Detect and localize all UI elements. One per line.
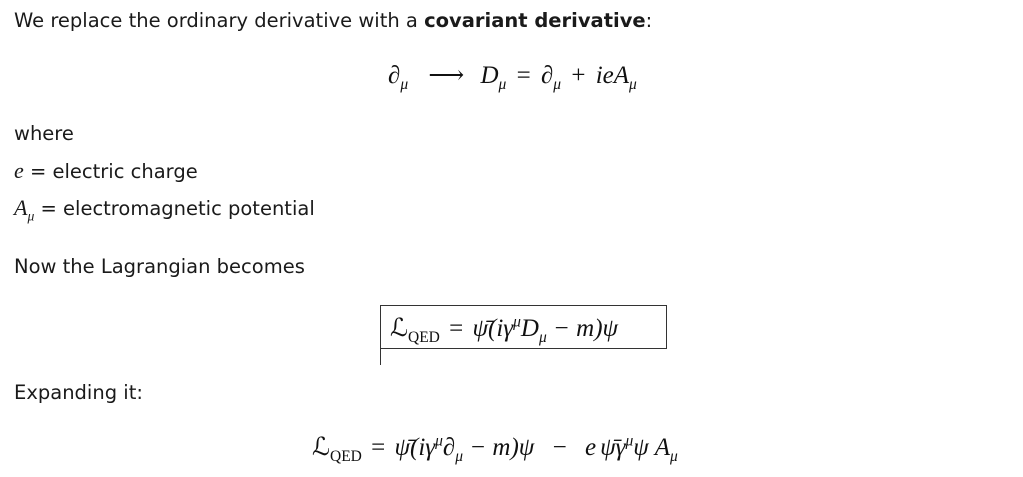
def-potential-text: = electromagnetic potential xyxy=(34,197,315,220)
eq1-partial-rhs: ∂ xyxy=(540,62,554,89)
eq3-body2: − m)ψ xyxy=(463,434,535,461)
eq1-partial-lhs-sub: μ xyxy=(400,76,409,93)
eq3-e: e xyxy=(584,434,597,461)
eq3-partial: ∂ xyxy=(442,434,456,461)
eq3-gamma-sup: μ xyxy=(435,432,443,450)
eq3-partial-sub: μ xyxy=(455,448,464,465)
equation-expanded-lagrangian xyxy=(312,432,678,465)
eq3-L-sub: QED xyxy=(330,448,362,465)
def-charge-symbol: e xyxy=(14,158,24,183)
eq1-A-sub: μ xyxy=(629,76,637,93)
def-potential-letter: A xyxy=(14,195,28,220)
eq3-psibar: ψ̄ xyxy=(394,434,411,461)
eq2-gamma-sup: μ xyxy=(513,313,521,331)
eq3-minus: − xyxy=(552,434,567,461)
equation-lagrangian xyxy=(390,313,619,346)
eq3-psibar2: ψ̄ xyxy=(600,434,616,461)
eq1-ieA: ieA xyxy=(595,62,630,89)
eq3-A: A xyxy=(654,434,671,461)
eq2-L: ℒ xyxy=(390,315,409,342)
def-charge-text: = electric charge xyxy=(23,160,198,183)
box-corner-tick xyxy=(380,349,381,365)
eq2-D: D xyxy=(520,315,539,342)
boxed-lagrangian xyxy=(380,305,667,349)
eq2-equals: = xyxy=(449,315,464,342)
eq1-arrow: ⟶ xyxy=(428,62,465,89)
eq1-equals: = xyxy=(516,62,531,89)
eq2-psibar: ψ̄ xyxy=(472,315,489,342)
eq2-body2: − m)ψ xyxy=(546,315,619,342)
eq2-D-sub: μ xyxy=(538,329,547,346)
eq3-body1: (iγ xyxy=(410,434,436,461)
eq1-D: D xyxy=(480,62,499,89)
intro-bold-term: covariant derivative xyxy=(424,9,646,32)
definition-charge xyxy=(14,160,198,182)
eq3-gamma2: γ xyxy=(615,434,626,461)
eq2-L-sub: QED xyxy=(408,329,440,346)
eq3-psi: ψ xyxy=(633,434,649,461)
eq1-partial-rhs-sub: μ xyxy=(553,76,562,93)
eq1-partial-lhs: ∂ xyxy=(388,62,401,89)
eq2-body1: (iγ xyxy=(488,315,514,342)
intro-prefix: We replace the ordinary derivative with a xyxy=(14,9,425,32)
eq3-A-sub: μ xyxy=(670,448,678,465)
def-potential-sub: μ xyxy=(27,208,35,224)
intro-suffix: : xyxy=(645,9,653,32)
definition-potential xyxy=(14,195,315,224)
expanding-label: Expanding it: xyxy=(14,381,143,404)
eq3-equals: = xyxy=(371,434,386,461)
def-potential-symbol xyxy=(14,195,35,224)
intro-sentence xyxy=(14,11,652,31)
eq1-D-sub: μ xyxy=(498,76,507,93)
eq3-gamma2-sup: μ xyxy=(625,432,634,450)
equation-covariant-derivative xyxy=(388,62,637,93)
lagrangian-intro: Now the Lagrangian becomes xyxy=(14,255,305,278)
eq3-L: ℒ xyxy=(312,434,331,461)
where-label: where xyxy=(14,122,74,145)
eq1-plus: + xyxy=(571,62,586,89)
